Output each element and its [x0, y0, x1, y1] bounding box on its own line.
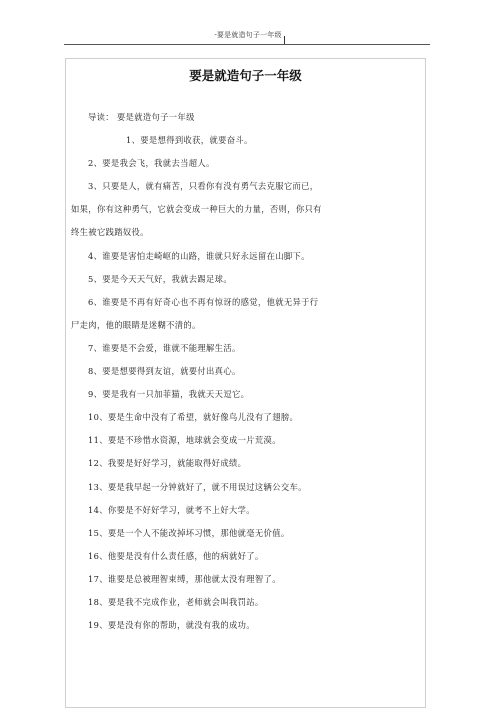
text-line: 5、要是今天天气好，我就去踢足球。 [88, 273, 232, 284]
text-line: 8、要是想要得到友谊，就要付出真心。 [88, 366, 241, 377]
document-body [71, 106, 421, 637]
text-line: 16、他要是没有什么责任感，他的病就好了。 [88, 550, 264, 561]
text-line: 2、要是我会飞，我就去当超人。 [88, 158, 215, 169]
text-line: 4、谁要是害怕走崎岖的山路，谁就只好永远留在山脚下。 [88, 250, 310, 261]
text-line: 13、要是我早起一分钟就好了，就不用误过这辆公交车。 [88, 481, 307, 492]
text-line: 3、只要是人，就有痛苦，只看你有没有勇气去克服它而已， [88, 181, 319, 192]
document-title: 要是就造句子一年级 [189, 68, 302, 83]
text-line: 17、谁要是总被理智束缚，那他就太没有理智了。 [88, 573, 281, 584]
text-line: 尸走肉，他的眼睛是迷糊不清的。 [71, 319, 201, 330]
text-line: 6、谁要是不再有好奇心也不再有惊讶的感觉，他就无异于行 [88, 296, 319, 307]
text-line: 终生被它践踏奴役。 [71, 227, 149, 238]
header-text: -要是就造句子一年级 [214, 31, 282, 39]
text-cursor-mark [284, 36, 285, 44]
text-line: 15、要是一个人不能改掉坏习惯，那他就毫无价值。 [88, 527, 290, 538]
text-line: 12、我要是好好学习，就能取得好成绩。 [88, 458, 247, 469]
text-line: 9、要是我有一只加菲猫，我就天天逗它。 [88, 389, 250, 400]
text-line: 10、要是生命中没有了希望，就好像鸟儿没有了翅膀。 [88, 412, 299, 423]
header-rule [64, 44, 430, 45]
text-line: 1、要是想得到收获，就要奋斗。 [126, 135, 253, 146]
text-line: 19、要是没有你的帮助，就没有我的成功。 [88, 620, 255, 631]
page-header [0, 0, 496, 44]
text-line: 7、谁要是不会爱，谁就不能理解生活。 [88, 342, 241, 353]
text-line: 如果，你有这种勇气，它就会变成一种巨大的力量，否则，你只有 [71, 204, 322, 215]
text-line: 18、要是我不完成作业，老师就会叫我罚站。 [88, 596, 264, 607]
text-line: 14、你要是不好好学习，就考不上好大学。 [88, 504, 255, 515]
text-line: 导读： 要是就造句子一年级 [88, 112, 195, 122]
text-line: 11、要是不珍惜水资源，地球就会变成一片荒漠。 [88, 435, 281, 446]
